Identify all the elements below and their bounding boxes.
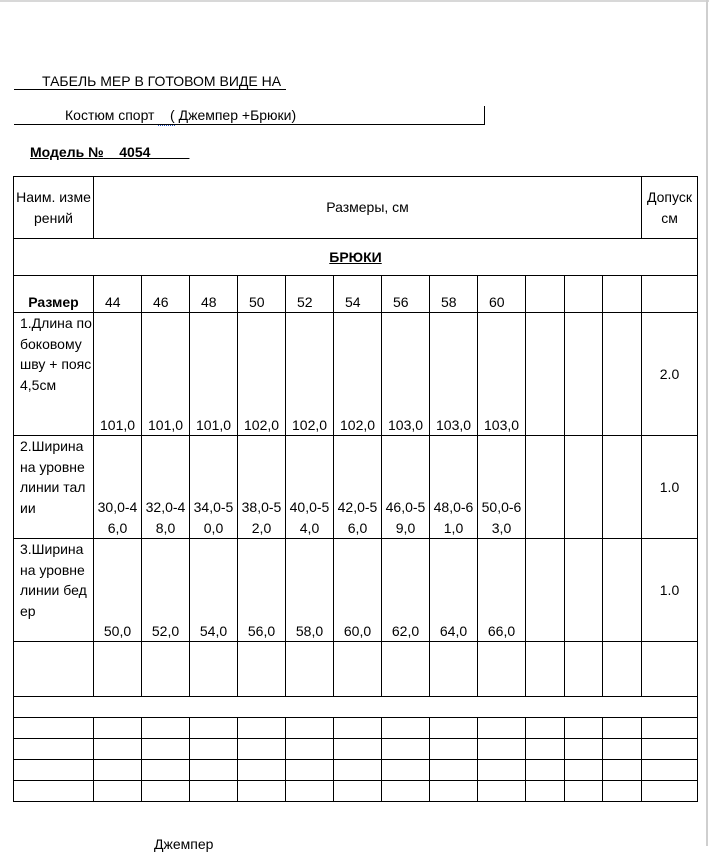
empty-cell [142, 739, 190, 760]
empty-cell [565, 760, 603, 781]
empty-cell [382, 642, 430, 697]
product-line [14, 106, 484, 125]
measure-value: 101,0 [142, 313, 190, 436]
empty-cell [603, 313, 642, 436]
empty-cell [478, 718, 526, 739]
table-row [14, 760, 698, 781]
measure-value: 103,0 [478, 313, 526, 436]
size-cell: 44 [94, 276, 142, 313]
page-right-edge [706, 0, 708, 846]
empty-cell [526, 718, 565, 739]
empty-cell [642, 276, 698, 313]
table-row [14, 436, 698, 539]
measure-value: 103,0 [382, 313, 430, 436]
table-row [14, 697, 698, 718]
empty-cell [334, 781, 382, 802]
measure-name: 2.Ширина на уровне линии талии [14, 436, 94, 539]
empty-cell [526, 739, 565, 760]
size-cell: 60 [478, 276, 526, 313]
table-row [14, 313, 698, 436]
empty-cell [238, 642, 286, 697]
empty-cell [565, 313, 603, 436]
empty-cell [142, 642, 190, 697]
measure-name: 1.Длина по боковому шву + пояс 4,5см [14, 313, 94, 436]
empty-cell [382, 760, 430, 781]
empty-cell [642, 739, 698, 760]
empty-cell [14, 642, 94, 697]
empty-cell [286, 642, 334, 697]
size-row-label: Размер [14, 276, 94, 313]
tolerance-value: 1.0 [642, 436, 698, 539]
table-row [14, 718, 698, 739]
empty-cell [94, 642, 142, 697]
empty-cell [94, 781, 142, 802]
empty-cell [14, 697, 698, 718]
empty-cell [603, 642, 642, 697]
measure-value: 58,0 [286, 539, 334, 642]
empty-cell [603, 718, 642, 739]
empty-cell [478, 760, 526, 781]
tolerance-value: 1.0 [642, 539, 698, 642]
empty-cell [94, 739, 142, 760]
empty-cell [190, 781, 238, 802]
empty-cell [334, 760, 382, 781]
product-paren: ( [158, 106, 174, 126]
empty-cell [526, 436, 565, 539]
empty-cell [430, 781, 478, 802]
empty-cell [286, 739, 334, 760]
page-top-edge [0, 0, 709, 2]
empty-cell [603, 276, 642, 313]
empty-cell [14, 739, 94, 760]
measure-value: 34,0-50,0 [190, 436, 238, 539]
model-label: Модель № [30, 144, 104, 160]
empty-cell [14, 718, 94, 739]
empty-cell [286, 781, 334, 802]
empty-cell [526, 642, 565, 697]
empty-cell [430, 718, 478, 739]
empty-cell [190, 739, 238, 760]
table-row [14, 739, 698, 760]
empty-cell [565, 739, 603, 760]
empty-cell [603, 436, 642, 539]
measure-name: 3.Ширина на уровне линии бедер [14, 539, 94, 642]
empty-cell [642, 642, 698, 697]
empty-cell [334, 718, 382, 739]
table-row [14, 642, 698, 697]
empty-cell [286, 760, 334, 781]
measure-value: 60,0 [334, 539, 382, 642]
empty-cell [430, 739, 478, 760]
size-cell: 56 [382, 276, 430, 313]
empty-cell [603, 781, 642, 802]
header-measure-name: Наим. измерений [14, 177, 94, 239]
measure-value: 50,0 [94, 539, 142, 642]
empty-cell [478, 781, 526, 802]
empty-cell [565, 436, 603, 539]
empty-cell [238, 718, 286, 739]
empty-cell [526, 313, 565, 436]
empty-cell [526, 781, 565, 802]
table-row [14, 781, 698, 802]
size-cell: 46 [142, 276, 190, 313]
document-title: ТАБЕЛЬ МЕР В ГОТОВОМ ВИДЕ НА [14, 72, 286, 90]
measurement-table [13, 176, 698, 802]
empty-cell [642, 718, 698, 739]
product-rest: Джемпер +Брюки) [178, 107, 297, 123]
measure-value: 32,0-48,0 [142, 436, 190, 539]
measure-value: 103,0 [430, 313, 478, 436]
table-row [14, 539, 698, 642]
empty-cell [238, 760, 286, 781]
empty-cell [526, 539, 565, 642]
empty-cell [565, 642, 603, 697]
empty-cell [142, 760, 190, 781]
empty-cell [642, 781, 698, 802]
size-cell: 50 [238, 276, 286, 313]
header-sizes: Размеры, см [94, 177, 642, 239]
measure-value: 48,0-61,0 [430, 436, 478, 539]
header-tolerance: Допуск см [642, 177, 698, 239]
measure-value: 52,0 [142, 539, 190, 642]
measure-value: 102,0 [334, 313, 382, 436]
cursor-bar [484, 106, 485, 125]
empty-cell [334, 739, 382, 760]
measure-value: 102,0 [238, 313, 286, 436]
empty-cell [142, 781, 190, 802]
measure-value: 66,0 [478, 539, 526, 642]
size-cell: 58 [430, 276, 478, 313]
empty-cell [14, 781, 94, 802]
measure-value: 46,0-59,0 [382, 436, 430, 539]
size-cell: 52 [286, 276, 334, 313]
empty-cell [382, 781, 430, 802]
empty-cell [603, 539, 642, 642]
measure-value: 38,0-52,0 [238, 436, 286, 539]
empty-cell [190, 718, 238, 739]
empty-cell [382, 739, 430, 760]
size-cell: 54 [334, 276, 382, 313]
empty-cell [603, 739, 642, 760]
measure-value: 102,0 [286, 313, 334, 436]
empty-cell [94, 718, 142, 739]
section-title: БРЮКИ [14, 239, 698, 276]
size-cell: 48 [190, 276, 238, 313]
empty-cell [526, 760, 565, 781]
empty-cell [603, 760, 642, 781]
measure-value: 56,0 [238, 539, 286, 642]
size-row [14, 276, 698, 313]
empty-cell [565, 539, 603, 642]
tolerance-value: 2.0 [642, 313, 698, 436]
empty-cell [565, 781, 603, 802]
empty-cell [14, 760, 94, 781]
empty-cell [94, 760, 142, 781]
empty-cell [642, 760, 698, 781]
measure-value: 40,0-54,0 [286, 436, 334, 539]
product-prefix: Костюм спорт [65, 107, 155, 123]
empty-cell [334, 642, 382, 697]
measure-value: 64,0 [430, 539, 478, 642]
empty-cell [430, 642, 478, 697]
empty-cell [190, 760, 238, 781]
empty-cell [142, 718, 190, 739]
empty-cell [430, 760, 478, 781]
measure-value: 50,0-63,0 [478, 436, 526, 539]
measure-value: 101,0 [94, 313, 142, 436]
model-line [14, 143, 189, 161]
measure-value: 54,0 [190, 539, 238, 642]
measure-value: 30,0-46,0 [94, 436, 142, 539]
next-section-heading: Джемпер [154, 836, 214, 852]
measure-value: 101,0 [190, 313, 238, 436]
empty-cell [526, 276, 565, 313]
model-number: __4054_____ [103, 144, 190, 160]
empty-cell [478, 642, 526, 697]
empty-cell [238, 781, 286, 802]
empty-cell [238, 739, 286, 760]
empty-cell [478, 739, 526, 760]
measure-value: 42,0-56,0 [334, 436, 382, 539]
empty-cell [565, 276, 603, 313]
empty-cell [382, 718, 430, 739]
empty-cell [286, 718, 334, 739]
measure-value: 62,0 [382, 539, 430, 642]
empty-cell [190, 642, 238, 697]
empty-cell [565, 718, 603, 739]
